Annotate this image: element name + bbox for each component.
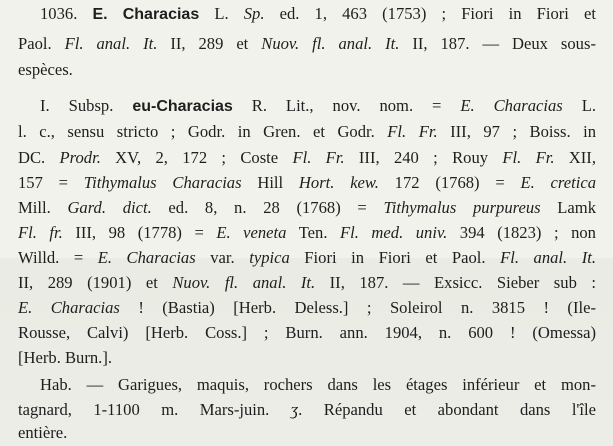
genus-abbr: E. — [92, 6, 108, 23]
habitat-line-2: tagnard, 1-1100 m. Mars-juin. ʒ. Répandu et abondant dans l'île — [18, 400, 597, 419]
subsp-line-2: l. c., sensu stricto ; Godr. in Gren. et Godr. Fl. Fr. III, 97 ; Boiss. in — [18, 122, 596, 141]
subsp-name: Characias — [156, 98, 233, 115]
subsp-line-1: I. Subsp. eu-Characias R. Lit., nov. nom. = E. Characias L. — [40, 96, 596, 115]
subsp-line-7: Willd. = E. Characias var. typica Fiori in Fiori et Paol. Fl. anal. It. — [18, 248, 597, 267]
entry-number: 1036. — [40, 4, 78, 23]
subsp-line-8: II, 289 (1901) et Nuov. fl. anal. It. II, 187. — Exsicc. Sieber sub : — [18, 273, 596, 292]
subsp-line-5: Mill. Gard. dict. ed. 8, n. 28 (1768) = Tithymalus purpureus Lamk — [18, 198, 597, 217]
perennial-symbol: ʒ — [290, 400, 299, 419]
subsp-prefix: I. Subsp. — [40, 96, 114, 115]
subsp-line-9: E. Characias ! (Bastia) [Herb. Deless.] ; Soleirol n. 3815 ! (Ile- — [18, 298, 596, 317]
entry-line-1: 1036. E. Characias L. Sp. ed. 1, 463 (1753) ; Fiori in Fiori et — [40, 4, 596, 23]
subsp-line-10: Rousse, Calvi) [Herb. Coss.] ; Burn. ann. 1904, n. 600 ! (Omessa) — [18, 323, 596, 342]
subsp-name-eu: eu- — [132, 98, 157, 115]
entry-line-2: Paol. Fl. anal. It. II, 289 et Nuov. fl. anal. It. II, 187. — Deux sous- — [18, 34, 596, 53]
subsp-line-11: [Herb. Burn.]. — [18, 348, 113, 367]
habitat-line-1: Hab. — Garigues, maquis, rochers dans les étages inférieur et mon- — [40, 375, 596, 394]
entry-line-3: espèces. — [18, 60, 73, 79]
subsp-line-3: DC. Prodr. XV, 2, 172 ; Coste Fl. Fr. III, 240 ; Rouy Fl. Fr. XII, — [18, 148, 596, 167]
subsp-line-6: Fl. fr. III, 98 (1778) = E. veneta Ten. Fl. med. univ. 394 (1823) ; non — [18, 223, 596, 242]
species-name: Characias — [122, 6, 200, 23]
subsp-line-4: 157 = Tithymalus Characias Hill Hort. kew. 172 (1768) = E. cretica — [18, 173, 596, 192]
habitat-line-3: entière. — [18, 423, 68, 442]
